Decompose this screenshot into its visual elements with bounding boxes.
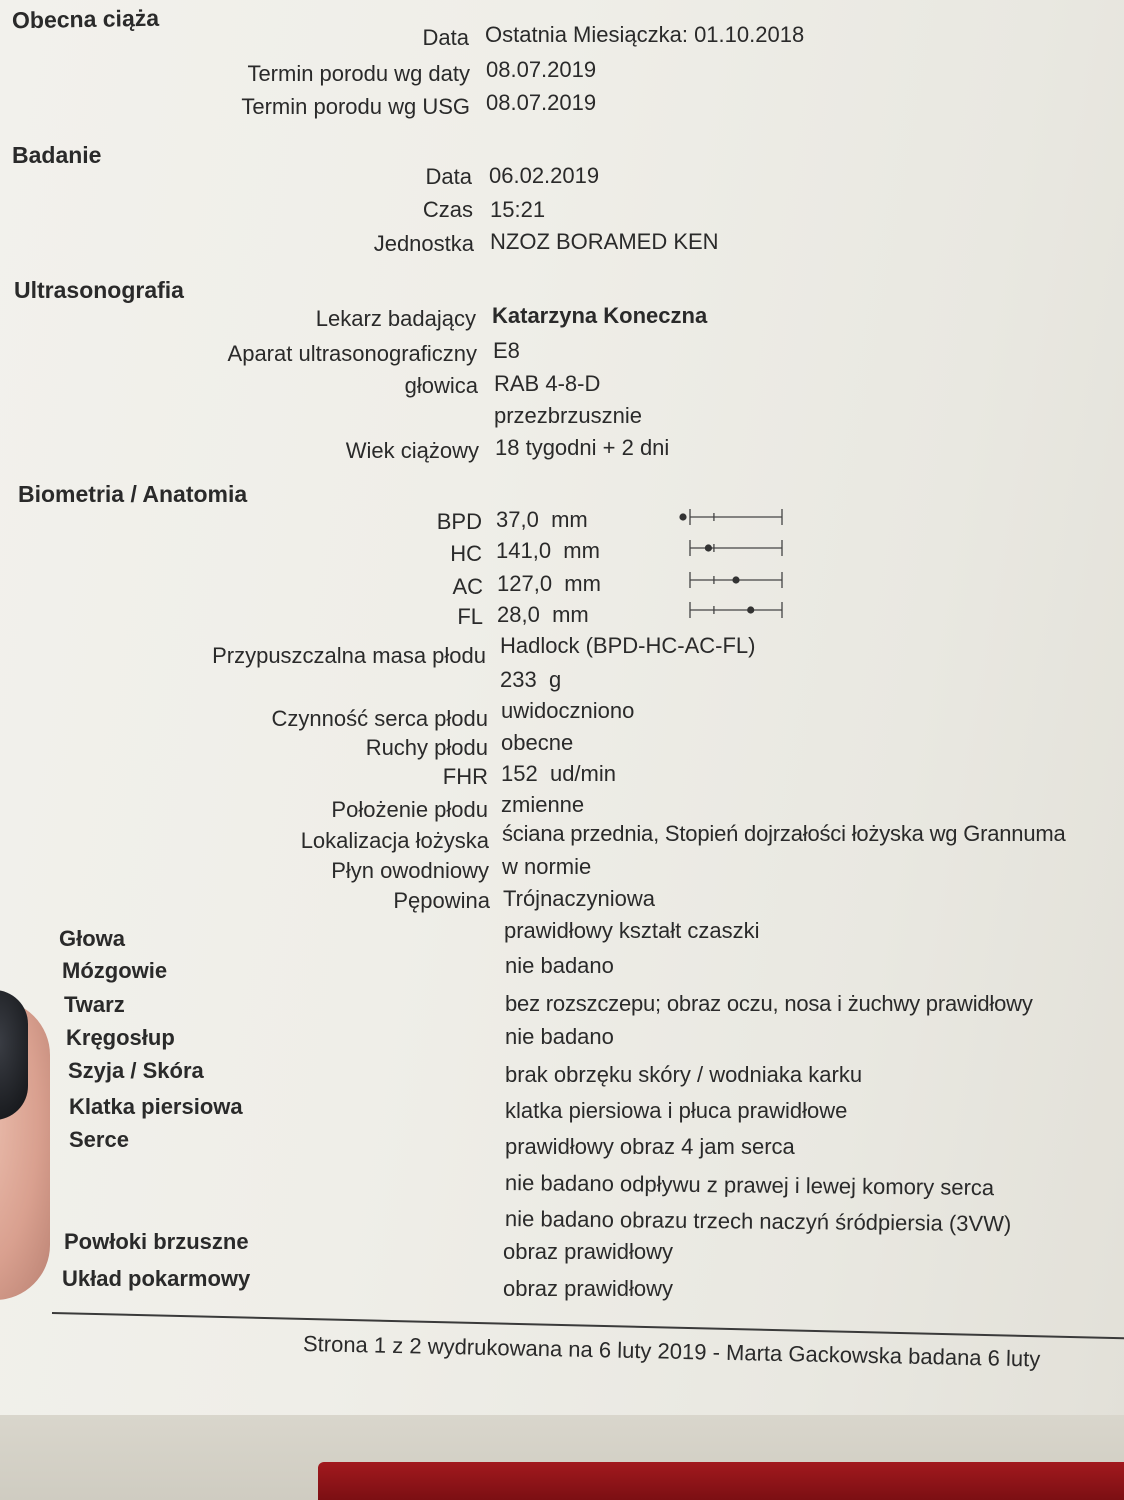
section-heading-pregnancy: Obecna ciąża — [11, 4, 160, 34]
section-heading-exam: Badanie — [12, 142, 102, 168]
doctor-label: Lekarz badający — [315, 306, 476, 331]
bpd-value: 37,0 mm — [496, 507, 588, 532]
probe-mode: przezbrzusznie — [494, 403, 642, 428]
anatomy-face-value: bez rozszczepu; obraz oczu, nosa i żuchwy prawidłowy — [505, 991, 1033, 1016]
anatomy-chest-label: Klatka piersiowa — [69, 1094, 243, 1119]
anatomy-neck-label: Szyja / Skóra — [68, 1058, 204, 1083]
pregnancy-date-label: Data — [422, 25, 469, 50]
anatomy-spine-label: Kręgosłup — [66, 1025, 175, 1050]
fhr-value: 152 ud/min — [501, 761, 616, 786]
fetal-movement-label: Ruchy płodu — [365, 735, 488, 760]
due-by-usg-label: Termin porodu wg USG — [241, 94, 470, 119]
red-background-object — [318, 1462, 1124, 1500]
anatomy-heart-label: Serce — [69, 1127, 129, 1152]
anatomy-brain-label: Mózgowie — [62, 958, 168, 983]
scale-marker-bpd — [679, 513, 686, 520]
fl-value: 28,0 mm — [497, 602, 589, 627]
fhr-label: FHR — [442, 764, 488, 789]
footer-text: Strona 1 z 2 wydrukowana na 6 luty 2019 - Marta Gackowska badana 6 luty — [302, 1331, 1041, 1372]
anatomy-abdomen-value: obraz prawidłowy — [503, 1239, 673, 1264]
fetal-weight-label: Przypuszczalna masa płodu — [212, 643, 486, 668]
umbilical-cord-value: Trójnaczyniowa — [503, 886, 656, 911]
anatomy-heart-value-2: nie badano odpływu z prawej i lewej komory serca — [504, 1170, 995, 1201]
amniotic-fluid-value: w normie — [502, 854, 592, 879]
exam-unit-value: NZOZ BORAMED KEN — [490, 229, 719, 254]
fetal-position-label: Położenie płodu — [331, 797, 488, 822]
scale-marker-ac — [732, 576, 739, 583]
section-heading-ultrasound: Ultrasonografia — [14, 277, 184, 303]
gestational-age-value: 18 tygodni + 2 dni — [495, 435, 670, 460]
anatomy-digestive-label: Układ pokarmowy — [62, 1266, 251, 1291]
anatomy-chest-value: klatka piersiowa i płuca prawidłowe — [505, 1098, 848, 1123]
anatomy-head-label: Głowa — [59, 926, 126, 951]
anatomy-abdomen-label: Powłoki brzuszne — [64, 1229, 249, 1254]
device-label: Aparat ultrasonograficzny — [227, 341, 477, 366]
placenta-value: ściana przednia, Stopień dojrzałości łożyska wg Grannuma — [502, 821, 1066, 846]
bpd-label: BPD — [436, 509, 482, 534]
pregnancy-date-value: Ostatnia Miesiączka: 01.10.2018 — [485, 22, 805, 47]
anatomy-brain-value: nie badano — [505, 953, 614, 978]
hc-value: 141,0 mm — [496, 538, 600, 563]
fetal-weight-value: 233 g — [500, 667, 562, 692]
fetal-heart-label: Czynność serca płodu — [271, 706, 488, 731]
fetal-heart-value: uwidoczniono — [501, 698, 635, 723]
amniotic-fluid-label: Płyn owodniowy — [331, 858, 489, 883]
fetal-movement-value: obecne — [501, 730, 574, 755]
ac-value: 127,0 mm — [497, 571, 601, 596]
ac-label: AC — [452, 574, 483, 599]
exam-unit-label: Jednostka — [373, 231, 474, 256]
exam-time-value: 15:21 — [490, 197, 546, 222]
due-by-date-value: 08.07.2019 — [486, 57, 597, 82]
anatomy-digestive-value: obraz prawidłowy — [503, 1276, 673, 1301]
section-heading-biometry: Biometria / Anatomia — [18, 481, 248, 507]
doctor-value: Katarzyna Koneczna — [492, 303, 708, 328]
anatomy-neck-value: brak obrzęku skóry / wodniaka karku — [505, 1062, 863, 1087]
probe-value: RAB 4-8-D — [494, 371, 601, 396]
exam-date-label: Data — [425, 164, 472, 189]
probe-label: głowica — [404, 373, 478, 398]
scale-marker-fl — [747, 606, 754, 613]
exam-date-value: 06.02.2019 — [489, 163, 600, 188]
umbilical-cord-label: Pępowina — [393, 888, 490, 913]
fl-label: FL — [457, 604, 483, 629]
exam-time-label: Czas — [422, 197, 473, 222]
scale-marker-hc — [705, 544, 712, 551]
anatomy-head-value: prawidłowy kształt czaszki — [504, 918, 760, 943]
due-by-date-label: Termin porodu wg daty — [247, 61, 470, 86]
device-value: E8 — [493, 338, 520, 363]
fetal-position-value: zmienne — [501, 792, 585, 817]
anatomy-spine-value: nie badano — [505, 1024, 614, 1049]
placenta-label: Lokalizacja łożyska — [300, 828, 489, 853]
hc-label: HC — [450, 541, 482, 566]
anatomy-heart-value-3: nie badano obrazu trzech naczyń śródpiersia (3VW) — [504, 1206, 1012, 1237]
fingernail — [0, 990, 28, 1120]
gestational-age-label: Wiek ciążowy — [345, 438, 479, 463]
due-by-usg-value: 08.07.2019 — [486, 90, 597, 115]
fetal-weight-method: Hadlock (BPD-HC-AC-FL) — [500, 633, 756, 658]
anatomy-heart-value-1: prawidłowy obraz 4 jam serca — [505, 1134, 795, 1159]
anatomy-face-label: Twarz — [64, 992, 125, 1017]
